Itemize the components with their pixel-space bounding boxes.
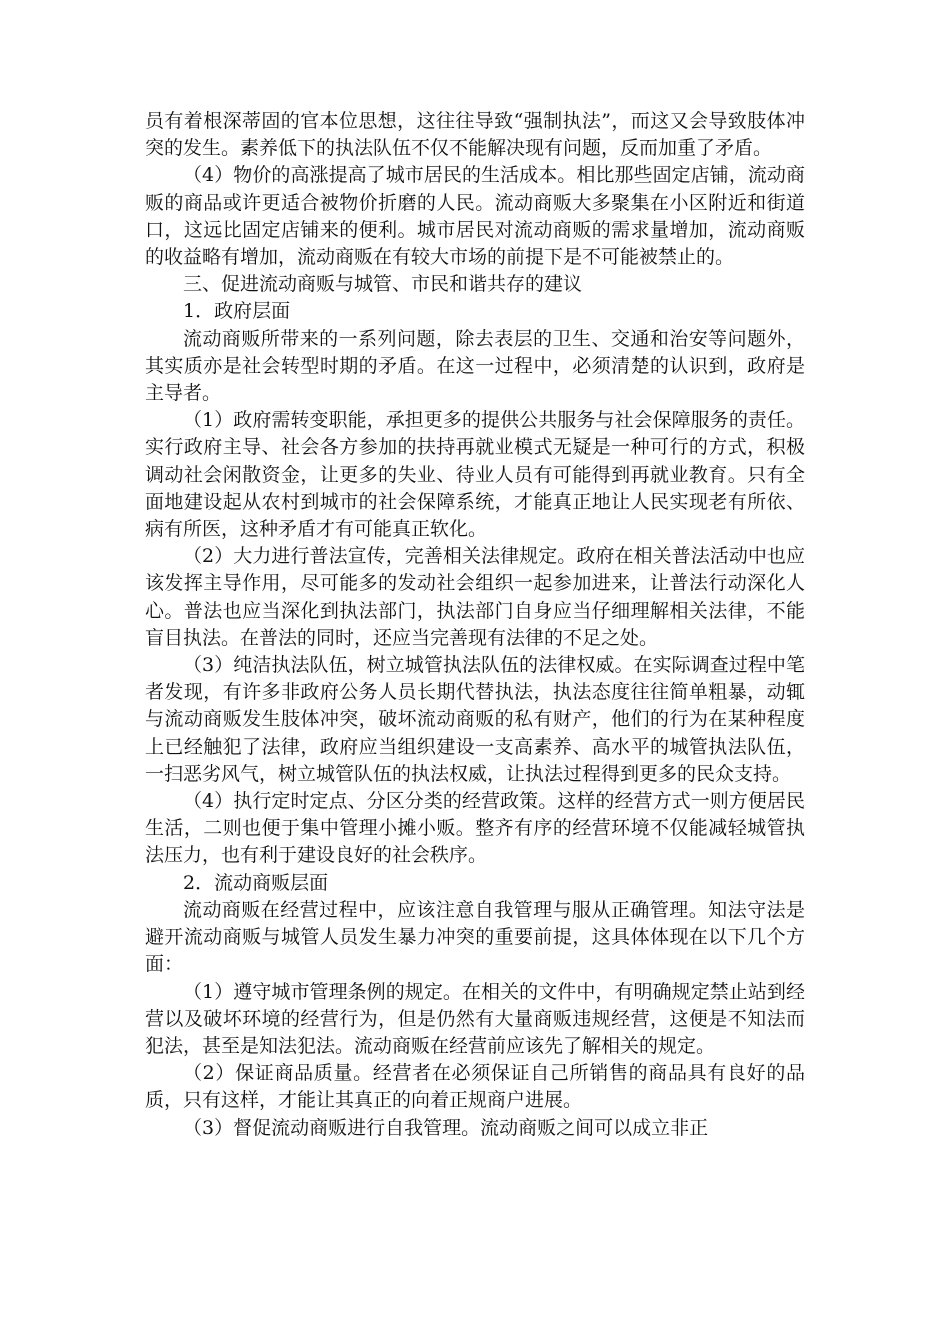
paragraph-price-rise: （4）物价的高涨提高了城市居民的生活成本。相比那些固定店铺，流动商贩的商品或许更适合被物价折磨的人民。流动商贩大多聚集在小区附近和街道口，这远比固定店铺来的便利。城市居民对流动商贩的需求量增加，流动商贩的收益略有增加，流动商贩在有较大市场的前提下是不可能被禁止的。 [145, 164, 805, 269]
paragraph-continuation: 员有着根深蒂固的官本位思想，这往往导致“强制执法”，而这又会导致肢体冲突的发生。素养低下的执法队伍不仅不能解决现有问题，反而加重了矛盾。 [145, 110, 805, 160]
paragraph-vendors-intro: 流动商贩在经营过程中，应该注意自我管理与服从正确管理。知法守法是避开流动商贩与城管人员发生暴力冲突的重要前提，这具体体现在以下几个方面： [145, 898, 805, 976]
paragraph-government-intro: 流动商贩所带来的一系列问题，除去表层的卫生、交通和治安等问题外，其实质亦是社会转型时期的矛盾。在这一过程中，必须清楚的认识到，政府是主导者。 [145, 327, 805, 405]
subheading-vendors: 2．流动商贩层面 [183, 871, 329, 894]
paragraph-gov-point-2: （2）大力进行普法宣传，完善相关法律规定。政府在相关普法活动中也应该发挥主导作用，尽可能多的发动社会组织一起参加进来，让普法行动深化人心。普法也应当深化到执法部门，执法部门自身应当仔细理解相关法律，不能盲目执法。在普法的同时，还应当完善现有法律的不足之处。 [145, 545, 805, 649]
subheading-government: 1．政府层面 [183, 300, 291, 323]
paragraph-gov-point-4: （4）执行定时定点、分区分类的经营政策。这样的经营方式一则方便居民生活，二则也便于集中管理小摊小贩。整齐有序的经营环境不仅能减轻城管执法压力，也有利于建设良好的社会秩序。 [145, 790, 805, 867]
document-page [145, 108, 805, 1142]
paragraph-gov-point-3: （3）纯洁执法队伍，树立城管执法队伍的法律权威。在实际调查过程中笔者发现，有许多非政府公务人员长期代替执法，执法态度往往简单粗暴，动辄与流动商贩发生肢体冲突，破坏流动商贩的私有财产，他们的行为在某种程度上已经触犯了法律，政府应当组织建设一支高素养、高水平的城管执法队伍，一扫恶劣风气，树立城管队伍的执法权威，让执法过程得到更多的民众支持。 [145, 654, 805, 785]
paragraph-vendor-point-2: （2）保证商品质量。经营者在必须保证自己所销售的商品具有良好的品质，只有这样，才能让其真正的向着正规商户进展。 [145, 1062, 805, 1112]
paragraph-gov-point-1: （1）政府需转变职能，承担更多的提供公共服务与社会保障服务的责任。实行政府主导、社会各方参加的扶持再就业模式无疑是一种可行的方式，积极调动社会闲散资金，让更多的失业、待业人员有可能得到再就业教育。只有全面地建设起从农村到城市的社会保障系统，才能真正地让人民实现老有所依、病有所医，这种矛盾才有可能真正软化。 [145, 409, 805, 541]
paragraph-vendor-point-1: （1）遵守城市管理条例的规定。在相关的文件中，有明确规定禁止站到经营以及破坏环境的经营行为，但是仍然有大量商贩违规经营，这便是不知法而犯法，甚至是知法犯法。流动商贩在经营前应该先了解相关的规定。 [145, 980, 805, 1057]
section-heading-suggestions: 三、促进流动商贩与城管、市民和谐共存的建议 [183, 273, 583, 296]
paragraph-vendor-point-3: （3）督促流动商贩进行自我管理。流动商贩之间可以成立非正 [183, 1116, 709, 1139]
